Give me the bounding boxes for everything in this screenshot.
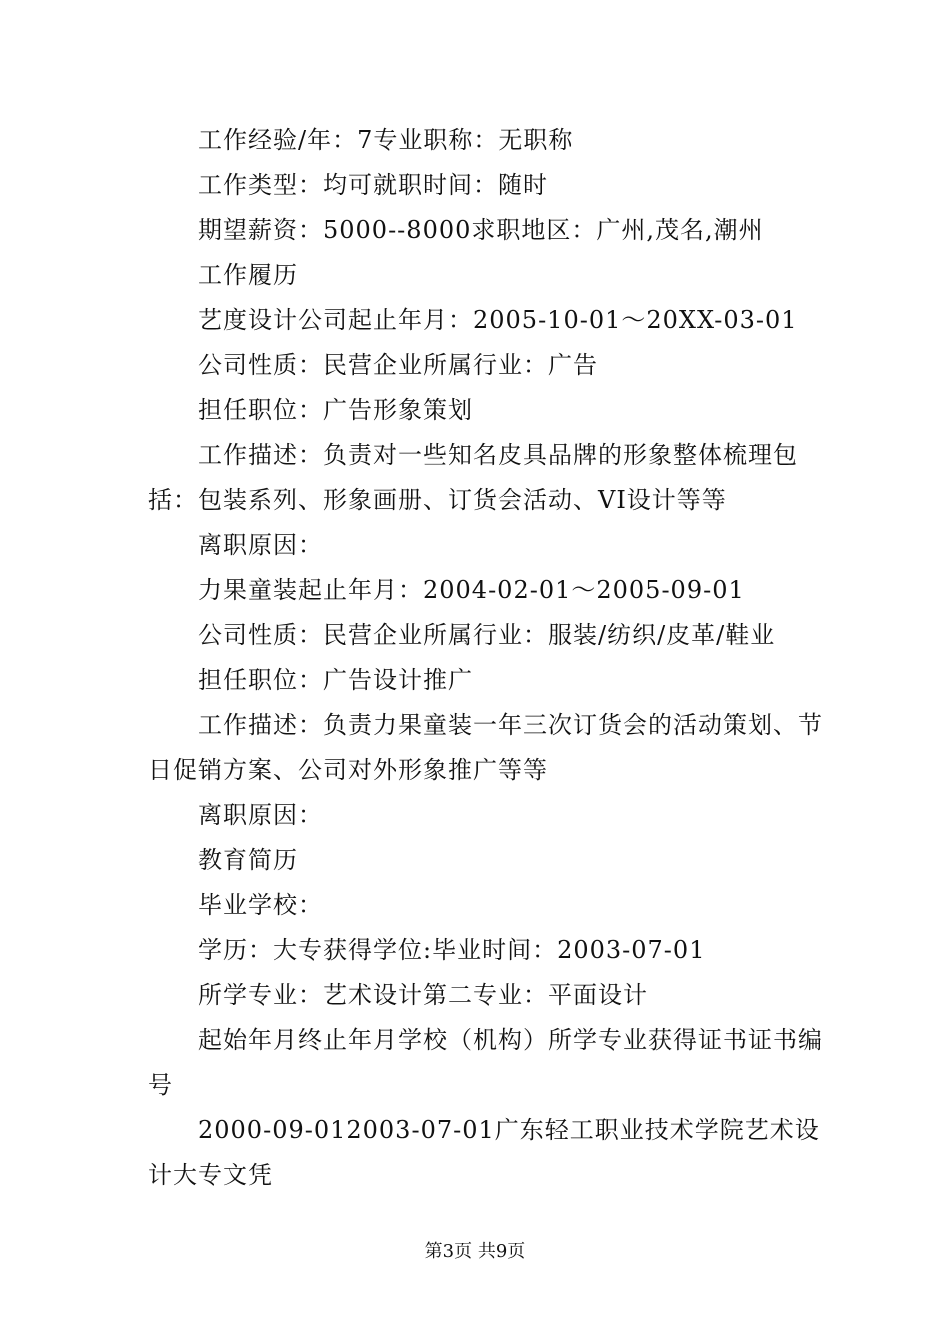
paragraph-job1-company-type: 公司性质：民营企业所属行业：广告 [198, 351, 598, 379]
paragraph-job1-company: 艺度设计公司起止年月：2005-10-01～20XX-03-01 [198, 306, 798, 334]
paragraph-job1-position: 担任职位：广告形象策划 [198, 396, 473, 424]
paragraph-school: 毕业学校： [198, 891, 323, 919]
paragraph-job2-description: 工作描述：负责力果童装一年三次订货会的活动策划、节日促销方案、公司对外形象推广等等 [148, 711, 823, 784]
page-number-footer: 第3页 共9页 [424, 1241, 526, 1262]
section-heading-work-history: 工作履历 [198, 261, 298, 289]
paragraph-job2-company-type: 公司性质：民营企业所属行业：服装/纺织/皮革/鞋业 [198, 621, 776, 649]
paragraph-job1-description: 工作描述：负责对一些知名皮具品牌的形象整体梳理包括：包装系列、形象画册、订货会活动、VI设计等等 [148, 441, 798, 514]
paragraph-work-experience: 工作经验/年：7专业职称：无职称 [198, 126, 574, 154]
paragraph-job2-company: 力果童装起止年月：2004-02-01～2005-09-01 [198, 576, 745, 604]
paragraph-work-type: 工作类型：均可就职时间：随时 [198, 171, 548, 199]
paragraph-job1-leave-reason: 离职原因： [198, 531, 323, 559]
paragraph-expected-salary: 期望薪资：5000--8000求职地区：广州,茂名,潮州 [198, 216, 764, 244]
paragraph-major: 所学专业：艺术设计第二专业：平面设计 [198, 981, 648, 1009]
paragraph-degree: 学历：大专获得学位:毕业时间：2003-07-01 [198, 936, 706, 964]
paragraph-job2-leave-reason: 离职原因： [198, 801, 323, 829]
document-body [148, 118, 828, 1198]
paragraph-education-entry: 2000-09-012003-07-01广东轻工职业技术学院艺术设计大专文凭 [148, 1116, 820, 1189]
section-heading-education: 教育简历 [198, 846, 298, 874]
paragraph-education-columns: 起始年月终止年月学校（机构）所学专业获得证书证书编号 [148, 1026, 823, 1099]
paragraph-job2-position: 担任职位：广告设计推广 [198, 666, 473, 694]
